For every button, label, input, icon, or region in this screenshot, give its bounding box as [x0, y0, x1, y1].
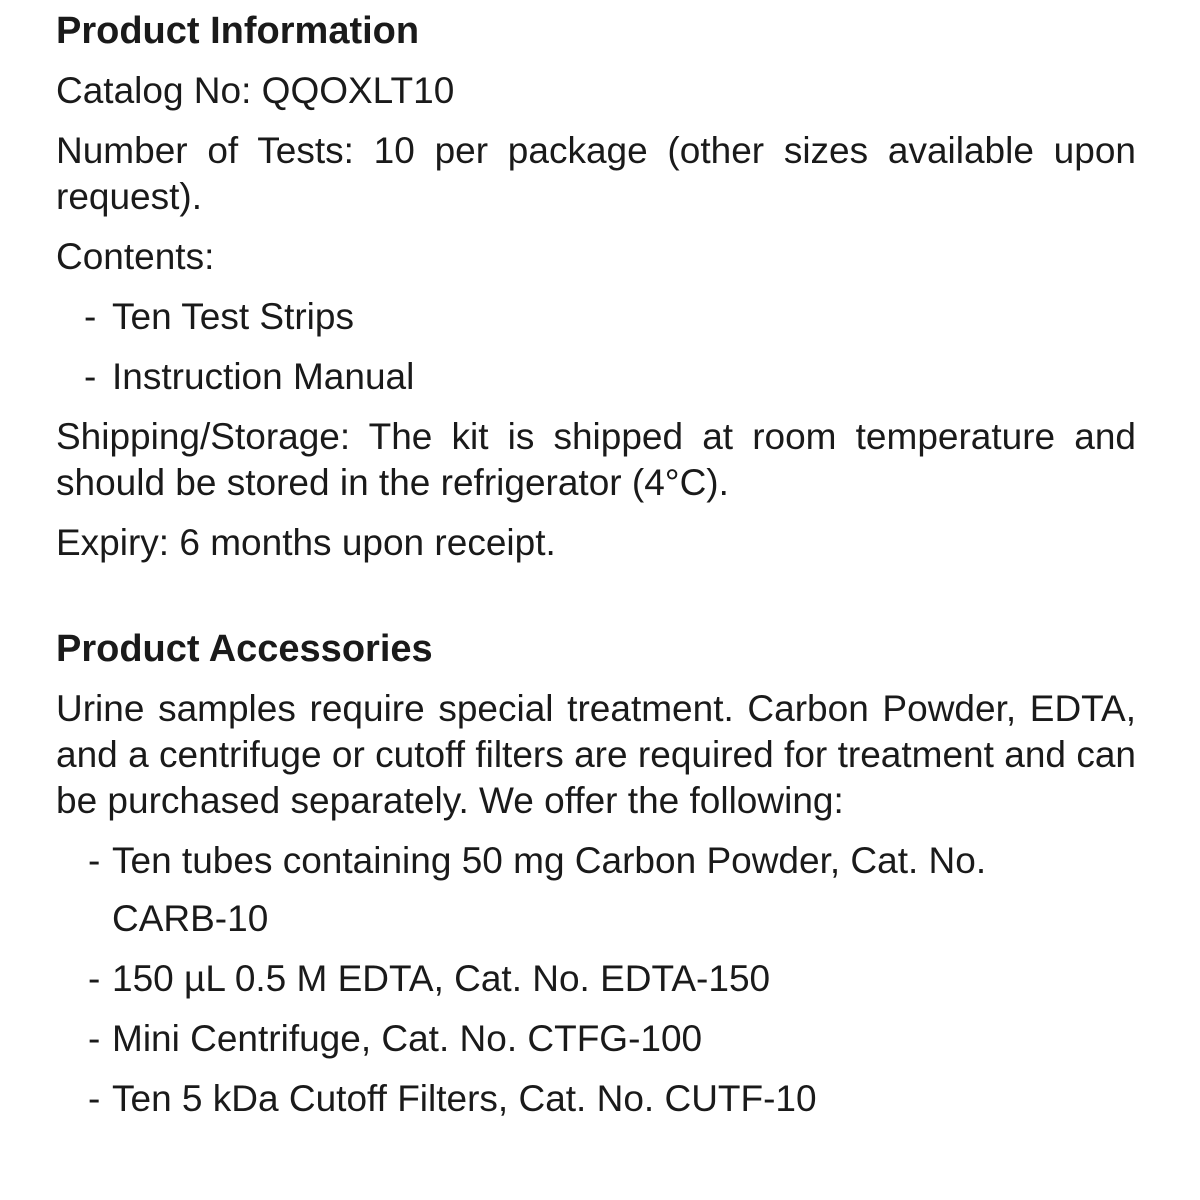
list-item — [56, 294, 1136, 340]
contents-item: Instruction Manual — [112, 356, 415, 397]
section-spacer — [56, 566, 1136, 626]
list-item — [56, 354, 1136, 400]
bullet-dash: - — [88, 840, 101, 881]
accessory-item: Ten 5 kDa Cutoff Filters, Cat. No. CUTF-10 — [112, 1078, 817, 1119]
product-information-heading: Product Information — [56, 10, 420, 52]
bullet-dash: - — [88, 1078, 101, 1119]
accessory-item-continuation: CARB-10 — [112, 898, 269, 939]
bullet-dash: - — [84, 356, 97, 397]
accessory-item: Ten tubes containing 50 mg Carbon Powder, Cat. No. — [112, 840, 987, 881]
expiry: Expiry: 6 months upon receipt. — [56, 522, 556, 563]
bullet-dash: - — [84, 296, 97, 337]
list-item — [56, 1016, 1136, 1062]
bullet-dash: - — [88, 1018, 101, 1059]
accessory-item: Mini Centrifuge, Cat. No. CTFG-100 — [112, 1018, 703, 1059]
list-item — [56, 956, 1136, 1002]
number-of-tests: Number of Tests: 10 per package (other sizes available upon request). — [56, 130, 1136, 217]
contents-label: Contents: — [56, 236, 215, 277]
shipping-storage: Shipping/Storage: The kit is shipped at room temperature and should be stored in the refrigerator (4°C). — [56, 416, 1136, 503]
catalog-number: Catalog No: QQOXLT10 — [56, 70, 455, 111]
contents-list — [56, 294, 1136, 400]
contents-item: Ten Test Strips — [112, 296, 354, 337]
accessories-list — [56, 838, 1136, 1122]
product-accessories-heading: Product Accessories — [56, 628, 433, 670]
accessories-description: Urine samples require special treatment. Carbon Powder, EDTA, and a centrifuge or cutoff filters are required for treatment and can be purchased separately. We offer the following: — [56, 688, 1136, 821]
list-item — [56, 838, 1136, 942]
document — [56, 8, 1136, 1122]
accessory-item: 150 µL 0.5 M EDTA, Cat. No. EDTA-150 — [112, 958, 771, 999]
list-item — [56, 1076, 1136, 1122]
bullet-dash: - — [88, 958, 101, 999]
